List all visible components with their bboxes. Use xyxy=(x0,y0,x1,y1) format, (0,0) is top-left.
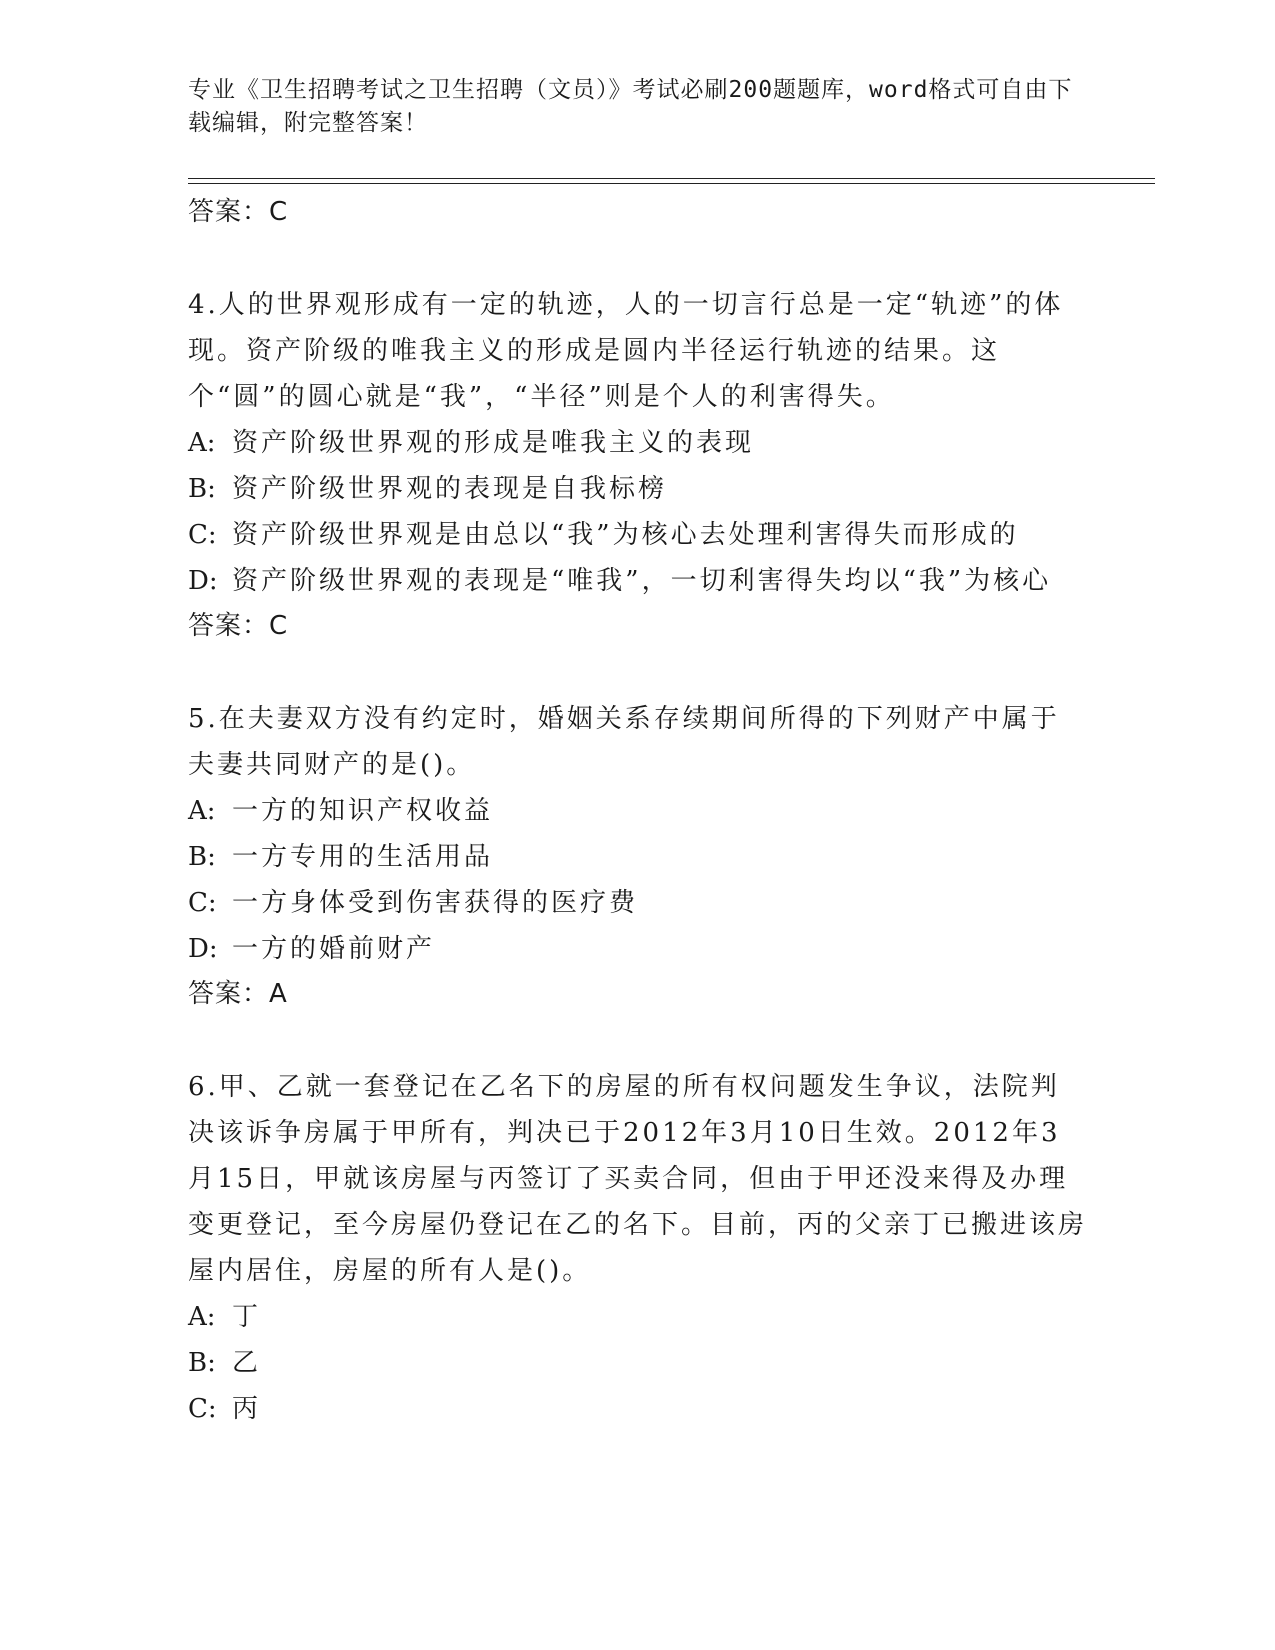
option-text: 一方专用的生活用品 xyxy=(232,842,494,872)
header-rule-bottom xyxy=(188,183,1155,184)
answer-line: 答案：C xyxy=(188,197,289,227)
option-label: A: xyxy=(188,1302,216,1332)
option-text: 一方的婚前财产 xyxy=(232,934,436,964)
option-d xyxy=(188,558,1088,604)
option-label: B: xyxy=(188,842,216,872)
option-text: 资产阶级世界观的表现是“唯我”，一切利害得失均以“我”为核心 xyxy=(232,566,1052,596)
option-c xyxy=(188,512,1088,558)
option-text: 资产阶级世界观的表现是自我标榜 xyxy=(232,474,668,504)
option-text: 资产阶级世界观的形成是唯我主义的表现 xyxy=(232,428,755,458)
option-label: C: xyxy=(188,888,217,918)
question-stem: 6.甲、乙就一套登记在乙名下的房屋的所有权问题发生争议，法院判决该诉争房属于甲所有，判决已于2012年3月10日生效。2012年3月15日，甲就该房屋与丙签订了买卖合同，但由于甲还没来得及办理变更登记，至今房屋仍登记在乙的名下。目前，丙的父亲丁已搬进该房屋内居住，房屋的所有人是()。 xyxy=(188,1072,1088,1286)
question-list xyxy=(188,190,1088,1432)
option-a xyxy=(188,788,1088,834)
option-c xyxy=(188,1386,1088,1432)
option-label: A: xyxy=(188,428,216,458)
option-label: B: xyxy=(188,474,216,504)
document-header xyxy=(188,74,1088,140)
option-text: 一方的知识产权收益 xyxy=(232,796,494,826)
answer-line: 答案：C xyxy=(188,611,289,641)
option-label: C: xyxy=(188,1394,217,1424)
option-text: 资产阶级世界观是由总以“我”为核心去处理利害得失而形成的 xyxy=(232,520,1019,550)
option-b xyxy=(188,834,1088,880)
question-5 xyxy=(188,696,1088,1016)
option-text: 乙 xyxy=(232,1348,262,1378)
question-stem: 4.人的世界观形成有一定的轨迹，人的一切言行总是一定“轨迹”的体现。资产阶级的唯我主义的形成是圆内半径运行轨迹的结果。这个“圆”的圆心就是“我”，“半径”则是个人的利害得失。 xyxy=(188,290,1064,412)
option-a xyxy=(188,420,1088,466)
option-text: 一方身体受到伤害获得的医疗费 xyxy=(232,888,639,918)
option-c xyxy=(188,880,1088,926)
question-stem: 5.在夫妻双方没有约定时，婚姻关系存续期间所得的下列财产中属于夫妻共同财产的是()。 xyxy=(188,704,1060,780)
option-text: 丁 xyxy=(232,1302,262,1332)
option-label: B: xyxy=(188,1348,216,1378)
option-label: C: xyxy=(188,520,217,550)
option-b xyxy=(188,466,1088,512)
header-rule-top xyxy=(188,178,1155,179)
header-text: 专业《卫生招聘考试之卫生招聘（文员）》考试必刷200题题库，word格式可自由下载编辑，附完整答案！ xyxy=(188,77,1073,136)
option-a xyxy=(188,1294,1088,1340)
option-text: 丙 xyxy=(232,1394,262,1424)
question-6 xyxy=(188,1064,1088,1432)
option-b xyxy=(188,1340,1088,1386)
question-4 xyxy=(188,282,1088,648)
option-label: D: xyxy=(188,934,218,964)
answer-line: 答案：A xyxy=(188,979,288,1009)
option-label: A: xyxy=(188,796,216,826)
option-label: D: xyxy=(188,566,218,596)
option-d xyxy=(188,926,1088,972)
